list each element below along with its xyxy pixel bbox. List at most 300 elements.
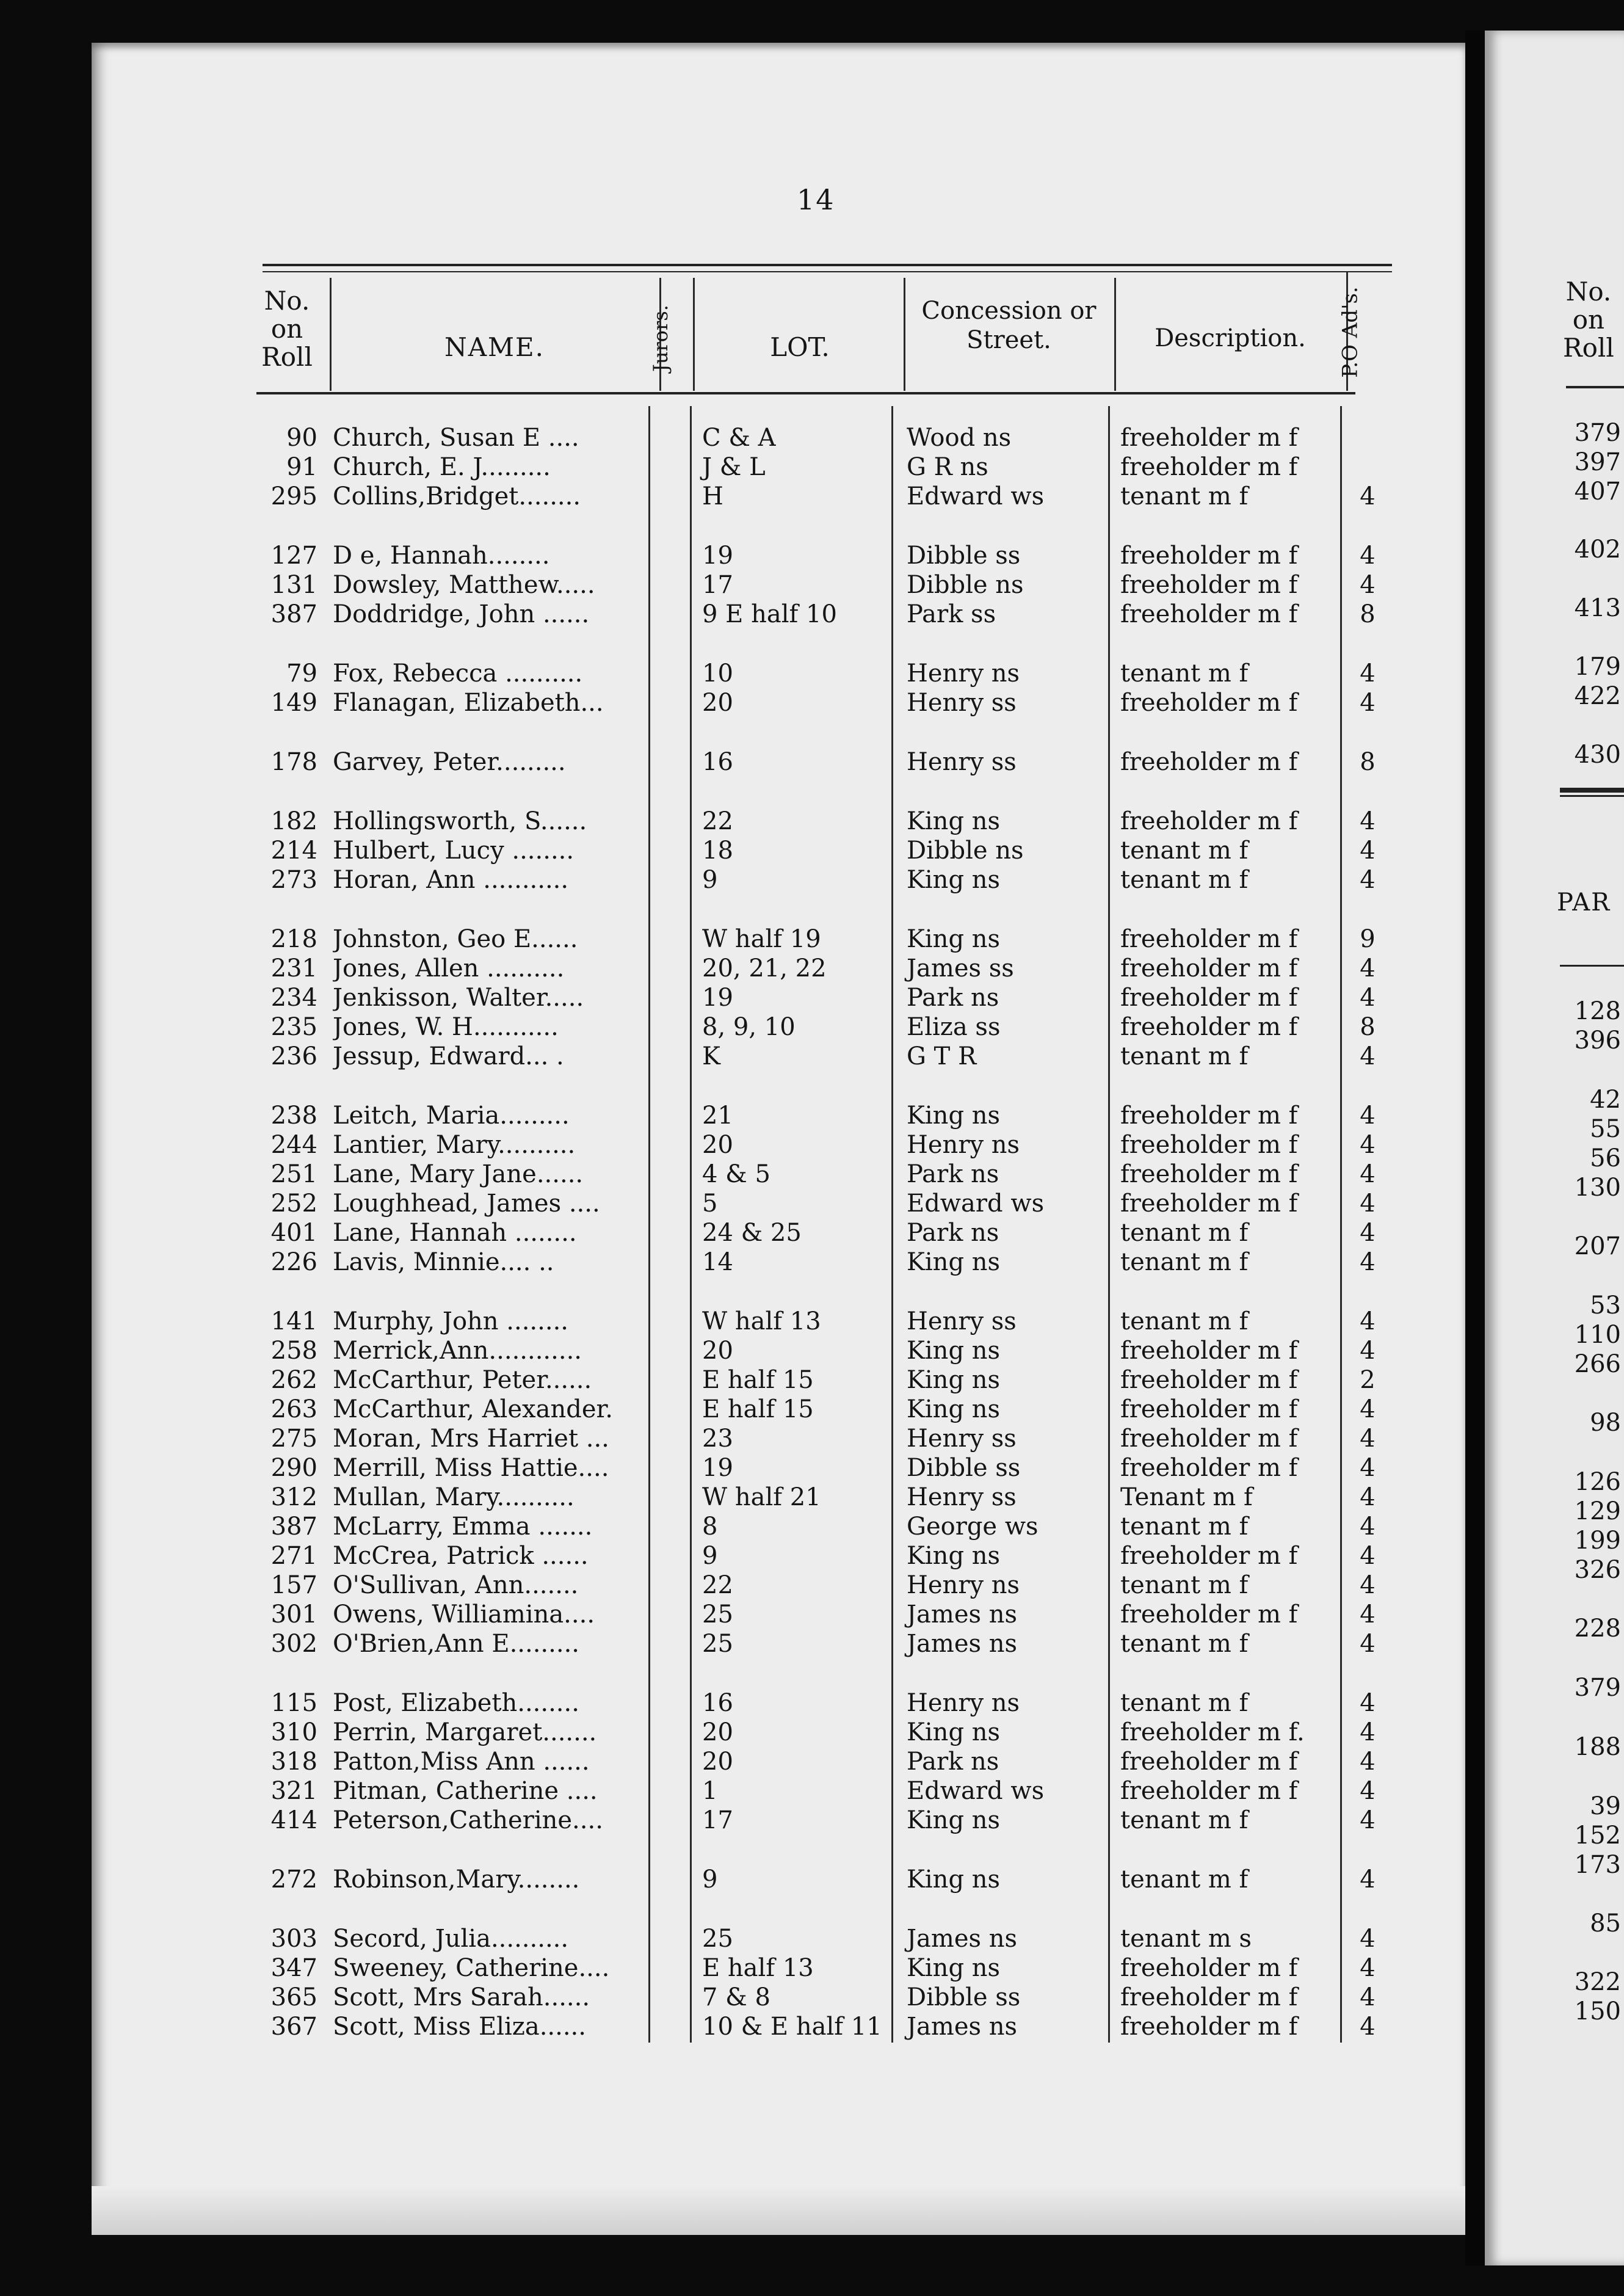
roll-row (0, 541, 1624, 570)
cell-desc: tenant m s (1120, 1925, 1252, 1953)
roll-row (0, 1541, 1624, 1571)
cell-po: 4 (1360, 571, 1376, 599)
roll-row (0, 2012, 1624, 2041)
cell-desc: freeholder m f (1120, 571, 1298, 599)
cell-desc: freeholder m f (1120, 1454, 1298, 1482)
cell-desc: Tenant m f (1120, 1483, 1253, 1511)
cell-desc: tenant m f (1120, 1866, 1249, 1894)
cell-po: 4 (1360, 866, 1376, 894)
cell-lot: 9 (702, 866, 718, 894)
cell-name: McCarthur, Peter...... (333, 1366, 592, 1394)
cell-no: 301 (270, 1600, 317, 1629)
cell-po: 4 (1360, 984, 1376, 1012)
right-roll-number: 98 (1590, 1409, 1621, 1437)
cell-conc: G T R (907, 1042, 977, 1070)
cell-no: 234 (270, 984, 317, 1012)
cell-name: O'Brien,Ann E......... (333, 1630, 580, 1658)
cell-desc: freeholder m f (1120, 1013, 1298, 1041)
right-roll-number: 152 (1574, 1822, 1621, 1850)
cell-lot: 19 (702, 542, 733, 570)
cell-no: 182 (270, 807, 317, 835)
right-roll-number: 326 (1574, 1556, 1621, 1584)
cell-name: Hulbert, Lucy ........ (333, 837, 575, 865)
cell-conc: King ns (907, 1395, 1001, 1423)
cell-po: 4 (1360, 1925, 1376, 1953)
roll-row (0, 807, 1624, 836)
roll-row (0, 1747, 1624, 1776)
header-po (1338, 263, 1383, 391)
cell-po: 4 (1360, 1395, 1376, 1423)
cell-desc: tenant m f (1120, 1630, 1249, 1658)
header-bottom-rule (256, 392, 1355, 394)
cell-po: 4 (1360, 1777, 1376, 1805)
cell-conc: James ns (907, 1925, 1018, 1953)
right-roll-number: 397 (1574, 448, 1621, 476)
cell-po: 4 (1360, 1248, 1376, 1276)
cell-lot: K (702, 1042, 720, 1070)
cell-name: Lavis, Minnie.... .. (333, 1248, 554, 1276)
cell-desc: tenant m f (1120, 1248, 1249, 1276)
cell-lot: 16 (702, 1689, 733, 1717)
cell-no: 321 (270, 1777, 317, 1805)
cell-conc: Eliza ss (907, 1013, 1001, 1041)
cell-desc: freeholder m f (1120, 1954, 1298, 1982)
cell-no: 387 (270, 1513, 317, 1541)
cell-name: McCrea, Patrick ...... (333, 1542, 589, 1570)
roll-row (0, 1248, 1624, 1277)
cell-conc: Henry ss (907, 1307, 1017, 1335)
cell-name: McCarthur, Alexander. (333, 1395, 613, 1423)
cell-name: Jenkisson, Walter..... (333, 984, 584, 1012)
cell-no: 387 (270, 600, 317, 628)
cell-po: 2 (1360, 1366, 1376, 1394)
roll-row (0, 1953, 1624, 1983)
cell-name: Post, Elizabeth........ (333, 1689, 579, 1717)
right-header-roll: Roll (1563, 333, 1614, 363)
roll-row (0, 1336, 1624, 1365)
cell-name: Jones, Allen .......... (333, 954, 565, 983)
cell-lot: E half 15 (702, 1395, 814, 1423)
cell-desc: tenant m f (1120, 482, 1249, 510)
cell-po: 4 (1360, 1542, 1376, 1570)
right-roll-number: 150 (1574, 1997, 1621, 2025)
cell-name: Doddridge, John ...... (333, 600, 590, 628)
cell-desc: tenant m f (1120, 1219, 1249, 1247)
cell-no: 79 (286, 659, 317, 688)
cell-name: Jessup, Edward... . (333, 1042, 564, 1070)
cell-po: 4 (1360, 1337, 1376, 1365)
cell-name: Loughhead, James .... (333, 1190, 600, 1218)
cell-name: Mullan, Mary.......... (333, 1483, 575, 1511)
cell-conc: Henry ss (907, 748, 1017, 776)
cell-lot: W half 13 (702, 1307, 821, 1335)
col-divider-conc (1114, 278, 1116, 391)
header-name: NAME. (444, 332, 545, 362)
cell-no: 178 (270, 748, 317, 776)
cell-lot: 20 (702, 689, 733, 717)
cell-desc: tenant m f (1120, 1307, 1249, 1335)
roll-row (0, 1924, 1624, 1953)
cell-desc: freeholder m f (1120, 1983, 1298, 2011)
cell-name: Church, Susan E .... (333, 424, 579, 452)
cell-desc: tenant m f (1120, 1513, 1249, 1541)
right-roll-number: 379 (1574, 419, 1621, 447)
cell-conc: Wood ns (907, 424, 1012, 452)
cell-name: Lantier, Mary.......... (333, 1131, 576, 1159)
cell-desc: freeholder m f (1120, 1160, 1298, 1188)
roll-row (0, 1130, 1624, 1160)
cell-name: Church, E. J......... (333, 453, 551, 481)
cell-desc: freeholder m f (1120, 453, 1298, 481)
cell-lot: 5 (702, 1190, 718, 1218)
cell-conc: Dibble ns (907, 837, 1024, 865)
right-roll-number: 110 (1574, 1321, 1621, 1349)
header-concession (904, 296, 1114, 355)
roll-row (0, 1806, 1624, 1835)
cell-no: 90 (286, 424, 317, 452)
cell-desc: freeholder m f (1120, 1395, 1298, 1423)
right-roll-number: 402 (1574, 536, 1621, 564)
cell-desc: tenant m f (1120, 1571, 1249, 1599)
cell-no: 91 (286, 453, 317, 481)
header-top-rule (263, 264, 1392, 266)
cell-conc: Henry ss (907, 689, 1017, 717)
cell-lot: E half 15 (702, 1366, 814, 1394)
cell-po: 4 (1360, 1513, 1376, 1541)
cell-no: 273 (270, 866, 317, 894)
roll-row (0, 1307, 1624, 1336)
cell-conc: Park ns (907, 1748, 999, 1776)
cell-lot: 21 (702, 1102, 733, 1130)
cell-po: 4 (1360, 954, 1376, 983)
cell-lot: 17 (702, 571, 733, 599)
roll-row (0, 1453, 1624, 1483)
cell-lot: 20, 21, 22 (702, 954, 827, 983)
roll-row (0, 1042, 1624, 1071)
cell-name: Jones, W. H........... (333, 1013, 559, 1041)
cell-po: 4 (1360, 1718, 1376, 1746)
cell-conc: King ns (907, 1806, 1001, 1834)
right-header-on: on (1572, 305, 1605, 335)
cell-po: 4 (1360, 1307, 1376, 1335)
cell-name: Murphy, John ........ (333, 1307, 568, 1335)
cell-no: 310 (270, 1718, 317, 1746)
cell-no: 251 (270, 1160, 317, 1188)
right-roll-number: 39 (1590, 1792, 1621, 1820)
roll-row (0, 925, 1624, 954)
header-no: No. (264, 286, 310, 316)
right-roll-number: 129 (1574, 1497, 1621, 1525)
cell-po: 4 (1360, 689, 1376, 717)
cell-po: 4 (1360, 807, 1376, 835)
cell-name: Collins,Bridget........ (333, 482, 581, 510)
cell-conc: Henry ss (907, 1425, 1017, 1453)
cell-name: Garvey, Peter......... (333, 748, 566, 776)
roll-row (0, 836, 1624, 865)
roll-row (0, 1101, 1624, 1130)
header-jurors-text: Jurors. (648, 305, 672, 372)
roll-row (0, 1365, 1624, 1395)
cell-lot: E half 13 (702, 1954, 814, 1982)
right-roll-number: 53 (1590, 1292, 1621, 1320)
cell-lot: 25 (702, 1600, 733, 1629)
cell-po: 4 (1360, 1454, 1376, 1482)
cell-name: Moran, Mrs Harriet ... (333, 1425, 609, 1453)
cell-lot: H (702, 482, 723, 510)
cell-no: 131 (270, 571, 317, 599)
cell-lot: 7 & 8 (702, 1983, 770, 2011)
roll-row (0, 423, 1624, 452)
cell-no: 414 (270, 1806, 317, 1834)
cell-po: 8 (1360, 1013, 1376, 1041)
cell-lot: 1 (702, 1777, 718, 1805)
cell-po: 4 (1360, 1630, 1376, 1658)
cell-po: 4 (1360, 542, 1376, 570)
roll-row (0, 1983, 1624, 2012)
col-divider-jurors (693, 278, 695, 391)
cell-desc: freeholder m f (1120, 1131, 1298, 1159)
cell-conc: G R ns (907, 453, 988, 481)
cell-name: Owens, Williamina.... (333, 1600, 595, 1629)
roll-row (0, 482, 1624, 511)
roll-row (0, 1718, 1624, 1747)
cell-no: 302 (270, 1630, 317, 1658)
cell-lot: 22 (702, 1571, 733, 1599)
cell-no: 157 (270, 1571, 317, 1599)
cell-no: 236 (270, 1042, 317, 1070)
cell-conc: King ns (907, 1542, 1001, 1570)
cell-name: McLarry, Emma ....... (333, 1513, 593, 1541)
right-roll-number: 207 (1574, 1232, 1621, 1260)
cell-lot: 20 (702, 1718, 733, 1746)
roll-row (0, 1512, 1624, 1541)
cell-name: Peterson,Catherine.... (333, 1806, 603, 1834)
cell-desc: freeholder m f (1120, 424, 1298, 452)
cell-desc: freeholder m f (1120, 1542, 1298, 1570)
roll-row (0, 1189, 1624, 1218)
cell-conc: Henry ns (907, 1689, 1020, 1717)
cell-desc: freeholder m f (1120, 1337, 1298, 1365)
cell-lot: C & A (702, 424, 776, 452)
cell-desc: freeholder m f (1120, 807, 1298, 835)
roll-row (0, 600, 1624, 629)
cell-desc: freeholder m f (1120, 600, 1298, 628)
cell-lot: 18 (702, 837, 733, 865)
cell-name: Flanagan, Elizabeth... (333, 689, 604, 717)
cell-desc: freeholder m f (1120, 748, 1298, 776)
right-roll-number: 42 (1590, 1086, 1621, 1114)
cell-lot: 19 (702, 1454, 733, 1482)
right-roll-number: 188 (1574, 1733, 1621, 1761)
cell-no: 295 (270, 482, 317, 510)
cell-no: 258 (270, 1337, 317, 1365)
cell-conc: Edward ws (907, 1777, 1045, 1805)
roll-row (0, 1160, 1624, 1189)
cell-desc: freeholder m f (1120, 1777, 1298, 1805)
cell-no: 401 (270, 1219, 317, 1247)
cell-po: 4 (1360, 1219, 1376, 1247)
cell-name: Secord, Julia.......... (333, 1925, 569, 1953)
cell-desc: freeholder m f (1120, 925, 1298, 953)
cell-conc: James ns (907, 1630, 1018, 1658)
cell-no: 252 (270, 1190, 317, 1218)
cell-conc: King ns (907, 1366, 1001, 1394)
cell-desc: freeholder m f (1120, 1748, 1298, 1776)
cell-desc: freeholder m f (1120, 542, 1298, 570)
right-roll-number: 55 (1590, 1115, 1621, 1143)
right-header-no: No. (1565, 277, 1612, 307)
roll-row (0, 865, 1624, 895)
cell-desc: tenant m f (1120, 1806, 1249, 1834)
cell-no: 231 (270, 954, 317, 983)
roll-row (0, 570, 1624, 600)
cell-no: 275 (270, 1425, 317, 1453)
cell-desc: freeholder m f (1120, 1600, 1298, 1629)
cell-desc: freeholder m f (1120, 2013, 1298, 2041)
cell-lot: 8, 9, 10 (702, 1013, 796, 1041)
cell-name: Sweeney, Catherine.... (333, 1954, 610, 1982)
cell-lot: 9 (702, 1542, 718, 1570)
cell-conc: Dibble ss (907, 1454, 1021, 1482)
right-roll-number: 173 (1574, 1851, 1621, 1879)
cell-no: 271 (270, 1542, 317, 1570)
cell-no: 262 (270, 1366, 317, 1394)
cell-conc: King ns (907, 1954, 1001, 1982)
roll-row (0, 954, 1624, 983)
cell-name: Patton,Miss Ann ...... (333, 1748, 590, 1776)
header-lot: LOT. (770, 332, 830, 362)
cell-po: 4 (1360, 1806, 1376, 1834)
cell-desc: freeholder m f (1120, 954, 1298, 983)
cell-conc: Dibble ns (907, 571, 1024, 599)
cell-no: 318 (270, 1748, 317, 1776)
page-bottom-shadow (92, 2186, 1465, 2235)
cell-po: 4 (1360, 1425, 1376, 1453)
cell-name: Pitman, Catherine .... (333, 1777, 598, 1805)
header-concession-line2: Street. (966, 326, 1051, 354)
cell-name: Merrick,Ann............ (333, 1337, 582, 1365)
right-title-rule (1560, 965, 1624, 967)
cell-conc: King ns (907, 866, 1001, 894)
cell-no: 244 (270, 1131, 317, 1159)
cell-po: 4 (1360, 1689, 1376, 1717)
cell-po: 4 (1360, 837, 1376, 865)
cell-conc: James ns (907, 1600, 1018, 1629)
cell-po: 4 (1360, 1190, 1376, 1218)
cell-lot: 20 (702, 1748, 733, 1776)
roll-row (0, 659, 1624, 688)
cell-conc: King ns (907, 1102, 1001, 1130)
header-no-on-roll (250, 287, 324, 371)
right-roll-number: 128 (1574, 997, 1621, 1025)
cell-lot: 16 (702, 748, 733, 776)
cell-lot: 17 (702, 1806, 733, 1834)
cell-name: Dowsley, Matthew..... (333, 571, 595, 599)
cell-lot: 4 & 5 (702, 1160, 770, 1188)
right-roll-number: 396 (1574, 1026, 1621, 1055)
cell-lot: 14 (702, 1248, 733, 1276)
cell-lot: 10 (702, 659, 733, 688)
cell-no: 367 (270, 2013, 317, 2041)
cell-no: 303 (270, 1925, 317, 1953)
cell-po: 4 (1360, 1954, 1376, 1982)
right-section-rule (1560, 788, 1624, 793)
header-jurors (648, 281, 693, 391)
cell-no: 290 (270, 1454, 317, 1482)
roll-row (0, 1776, 1624, 1806)
right-roll-number: 266 (1574, 1350, 1621, 1378)
cell-conc: Dibble ss (907, 542, 1021, 570)
cell-no: 226 (270, 1248, 317, 1276)
cell-po: 9 (1360, 925, 1376, 953)
cell-no: 141 (270, 1307, 317, 1335)
header-po-text: P.O Ad's. (1338, 286, 1363, 378)
cell-po: 4 (1360, 482, 1376, 510)
cell-no: 347 (270, 1954, 317, 1982)
cell-desc: freeholder m f (1120, 1102, 1298, 1130)
cell-name: Merrill, Miss Hattie.... (333, 1454, 609, 1482)
cell-po: 4 (1360, 1042, 1376, 1070)
cell-conc: King ns (907, 925, 1001, 953)
roll-row (0, 1865, 1624, 1894)
cell-no: 127 (270, 542, 317, 570)
cell-name: Scott, Miss Eliza...... (333, 2013, 586, 2041)
cell-lot: 25 (702, 1630, 733, 1658)
cell-name: Fox, Rebecca .......... (333, 659, 583, 688)
cell-no: 214 (270, 837, 317, 865)
cell-name: Robinson,Mary........ (333, 1866, 580, 1894)
roll-row (0, 688, 1624, 718)
cell-conc: King ns (907, 1248, 1001, 1276)
header-concession-line1: Concession or (921, 297, 1097, 325)
roll-row (0, 1571, 1624, 1600)
right-section-title: PAR (1557, 888, 1611, 917)
roll-row (0, 983, 1624, 1012)
cell-conc: Henry ns (907, 659, 1020, 688)
right-roll-number: 407 (1574, 478, 1621, 506)
header-description: Description. (1155, 324, 1306, 352)
right-roll-number: 126 (1574, 1468, 1621, 1496)
cell-po: 4 (1360, 1866, 1376, 1894)
cell-conc: James ns (907, 2013, 1018, 2041)
cell-no: 312 (270, 1483, 317, 1511)
cell-desc: freeholder m f (1120, 1190, 1298, 1218)
cell-po: 4 (1360, 1102, 1376, 1130)
cell-lot: 9 E half 10 (702, 600, 837, 628)
right-roll-number: 379 (1574, 1674, 1621, 1702)
cell-conc: George ws (907, 1513, 1039, 1541)
cell-no: 218 (270, 925, 317, 953)
cell-po: 4 (1360, 1160, 1376, 1188)
right-header-rule (1566, 386, 1624, 388)
header-roll: Roll (261, 342, 313, 372)
cell-lot: 8 (702, 1513, 718, 1541)
cell-conc: Park ns (907, 1219, 999, 1247)
cell-po: 4 (1360, 1131, 1376, 1159)
cell-conc: Henry ns (907, 1131, 1020, 1159)
right-roll-number: 322 (1574, 1968, 1621, 1996)
right-roll-number: 179 (1574, 653, 1621, 681)
cell-name: Perrin, Margaret....... (333, 1718, 597, 1746)
roll-row (0, 1629, 1624, 1658)
cell-po: 4 (1360, 2013, 1376, 2041)
cell-lot: 23 (702, 1425, 733, 1453)
right-roll-number: 430 (1574, 741, 1621, 769)
roll-row (0, 1688, 1624, 1718)
cell-po: 4 (1360, 1748, 1376, 1776)
roll-row (0, 747, 1624, 777)
cell-lot: W half 19 (702, 925, 821, 953)
